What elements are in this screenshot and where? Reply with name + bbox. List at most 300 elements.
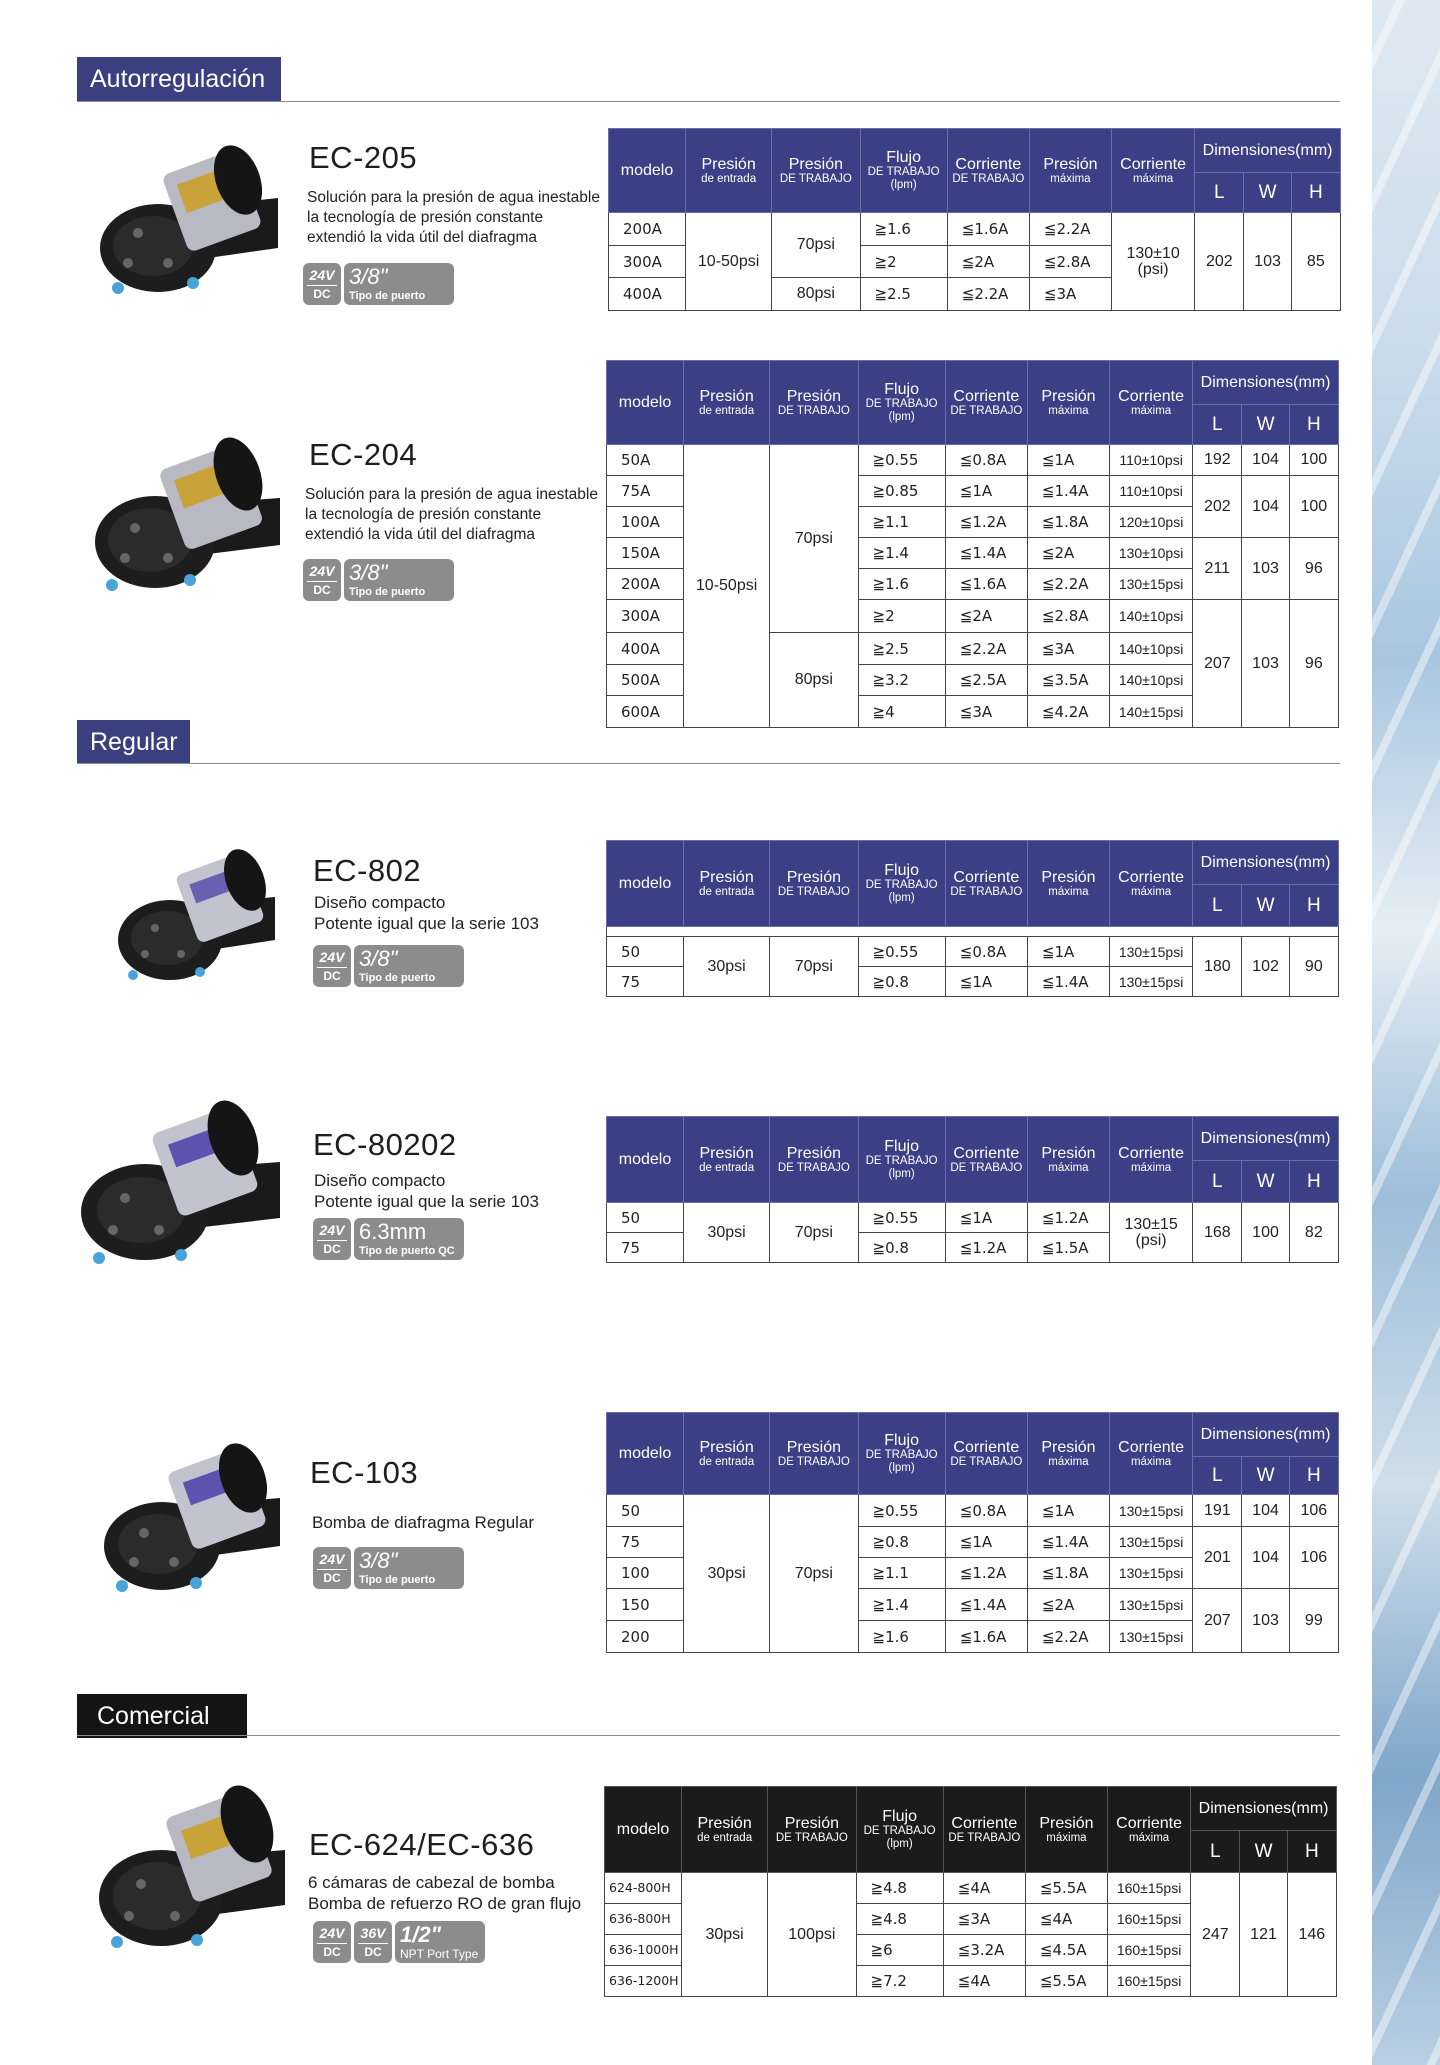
cell-corriente: ≦3A: [943, 1904, 1025, 1935]
col-corriente-maxima: Corriente máxima: [1110, 361, 1193, 445]
cell-model: 500A: [607, 665, 684, 696]
cell-corriente: ≦2A: [945, 600, 1027, 633]
col-modelo: modelo: [607, 1117, 684, 1203]
cell-corriente-max: 140±10psi: [1110, 633, 1193, 665]
cell-H: 106: [1289, 1495, 1338, 1527]
cell-W: 103: [1242, 600, 1289, 728]
cell-W: 121: [1240, 1873, 1287, 1997]
cell-L: 211: [1193, 538, 1242, 600]
cell-presion-max: ≦1A: [1027, 445, 1109, 476]
cmax-line: 130±10: [1126, 244, 1180, 262]
col-corriente-trabajo: Corriente DE TRABAJO: [945, 841, 1027, 927]
cell-model: 400A: [609, 278, 686, 311]
cell-L: 191: [1193, 1495, 1242, 1527]
col-L: L: [1195, 173, 1244, 213]
cell-corriente: ≦1.6A: [945, 1621, 1027, 1653]
product-title-ec204: EC-204: [309, 437, 418, 472]
cell-model: 150: [607, 1589, 684, 1621]
cell-corriente: ≦3A: [945, 696, 1027, 728]
cell-flujo: ≧0.55: [858, 445, 945, 476]
cell-corriente-max: 160±15psi: [1108, 1966, 1191, 1997]
table-row: [607, 445, 1339, 476]
col-dimensiones: Dimensiones(mm): [1195, 129, 1341, 173]
desc-line: la tecnología de presión constante: [307, 209, 544, 226]
cell-model: 200A: [609, 213, 686, 246]
cell-L: 168: [1193, 1203, 1242, 1263]
col-presion-trabajo: Presión DE TRABAJO: [770, 841, 858, 927]
cell-model: 624-800H: [605, 1873, 682, 1904]
section-header-autorregulacion: Autorregulación: [77, 57, 281, 101]
port-badge: 3/8" Tipo de puerto NPT: [344, 559, 454, 601]
col-presion-entrada: Presión de entrada: [683, 361, 769, 445]
cell-H: 100: [1289, 445, 1338, 476]
cell-presion-max: ≦4.5A: [1025, 1935, 1107, 1966]
cell-H: 82: [1289, 1203, 1338, 1263]
voltage-badge: 24V DC: [313, 1547, 351, 1589]
cell-corriente: ≦4A: [943, 1873, 1025, 1904]
cell-corriente-max: 160±15psi: [1108, 1873, 1191, 1904]
cell-model: 50: [607, 937, 684, 967]
col-flujo: Flujo DE TRABAJO (lpm): [860, 129, 947, 213]
cell-model: 400A: [607, 633, 684, 665]
desc-line: Potente igual que la serie 103: [314, 914, 539, 933]
cell-presion-max: ≦2.2A: [1027, 569, 1109, 600]
col-corriente-maxima: Corriente máxima: [1112, 129, 1195, 213]
col-presion-trabajo: Presión DE TRABAJO: [770, 1413, 858, 1495]
cell-corriente-max: 160±15psi: [1108, 1935, 1191, 1966]
cell-corriente: ≦1A: [945, 1527, 1027, 1558]
cell-flujo: ≧0.55: [858, 1495, 945, 1527]
cell-model: 600A: [607, 696, 684, 728]
cell-presion-max: ≦1.4A: [1027, 1527, 1109, 1558]
pump-image-ec624: [95, 1780, 295, 1955]
cell-flujo: ≧1.1: [858, 1558, 945, 1589]
col-presion-entrada: Presión de entrada: [683, 1413, 769, 1495]
col-dimensiones: Dimensiones(mm): [1193, 841, 1339, 885]
cell-model: 50A: [607, 445, 684, 476]
cell-presion-trabajo: 100psi: [768, 1873, 856, 1997]
cell-model: 200: [607, 1621, 684, 1653]
product-title-ec802: EC-802: [313, 853, 422, 888]
cell-model: 75: [607, 967, 684, 997]
cell-corriente: ≦2.5A: [945, 665, 1027, 696]
pump-image-ec802: [115, 842, 285, 987]
cell-presion-max: ≦5.5A: [1025, 1966, 1107, 1997]
cell-W: 100: [1242, 1203, 1289, 1263]
section-header-comercial: Comercial: [77, 1694, 247, 1738]
col-W: W: [1244, 173, 1291, 213]
cell-presion-entrada: 10-50psi: [685, 213, 771, 311]
col-corriente-trabajo: Corriente DE TRABAJO: [943, 1787, 1025, 1873]
col-corriente-maxima: Corriente máxima: [1110, 841, 1193, 927]
cell-corriente-max: [1110, 1203, 1193, 1263]
cell-presion-max: ≦1.8A: [1027, 1558, 1109, 1589]
cell-corriente-max: 130±15psi: [1110, 967, 1193, 997]
cell-flujo: ≧1.6: [858, 569, 945, 600]
col-modelo: modelo: [609, 129, 686, 213]
cell-presion-entrada: 10-50psi: [683, 445, 769, 728]
col-presion-maxima: Presión máxima: [1029, 129, 1111, 213]
cell-model: 636-800H: [605, 1904, 682, 1935]
col-W: W: [1242, 885, 1289, 927]
section-divider: [77, 763, 1340, 764]
cell-L: 202: [1193, 476, 1242, 538]
cell-flujo: ≧2: [858, 600, 945, 633]
col-corriente-maxima: Corriente máxima: [1110, 1413, 1193, 1495]
cell-W: 104: [1242, 476, 1289, 538]
pump-image-ec103: [100, 1438, 290, 1598]
col-H: H: [1289, 1161, 1338, 1203]
product-title-ec103: EC-103: [310, 1455, 419, 1490]
cell-presion-max: ≦3A: [1029, 278, 1111, 311]
cell-flujo: ≧4.8: [856, 1873, 943, 1904]
cell-flujo: ≧7.2: [856, 1966, 943, 1997]
col-W: W: [1242, 1161, 1289, 1203]
col-flujo: Flujo DE TRABAJO (lpm): [858, 1413, 945, 1495]
desc-line: Diseño compacto: [314, 1171, 446, 1190]
cell-corriente-max: 130±15psi: [1110, 1527, 1193, 1558]
col-H: H: [1287, 1831, 1336, 1873]
cell-flujo: ≧1.4: [858, 1589, 945, 1621]
cell-flujo: ≧6: [856, 1935, 943, 1966]
col-dimensiones: Dimensiones(mm): [1193, 1413, 1339, 1457]
cell-flujo: ≧2.5: [860, 278, 947, 311]
cell-corriente-max: 130±10psi: [1110, 538, 1193, 569]
cell-corriente-max: 110±10psi: [1110, 445, 1193, 476]
product-description-ec80202: [314, 1170, 539, 1212]
col-H: H: [1289, 1457, 1338, 1495]
cell-presion-max: ≦2A: [1027, 1589, 1109, 1621]
cell-W: 103: [1242, 1589, 1289, 1653]
col-presion-entrada: Presión de entrada: [681, 1787, 767, 1873]
cell-corriente-max: 110±10psi: [1110, 476, 1193, 507]
cell-H: 96: [1289, 600, 1338, 728]
cell-corriente: ≦0.8A: [945, 937, 1027, 967]
cell-presion-max: ≦2.8A: [1029, 246, 1111, 278]
cell-flujo: ≧0.55: [858, 937, 945, 967]
table-row: [607, 1203, 1339, 1233]
cell-presion-max: ≦1.4A: [1027, 967, 1109, 997]
cell-presion-max: ≦3A: [1027, 633, 1109, 665]
cell-W: 103: [1244, 213, 1291, 311]
col-flujo: Flujo DE TRABAJO (lpm): [858, 841, 945, 927]
spacer-row: [607, 927, 1339, 937]
port-badge: 3/8" Tipo de puerto NPT: [354, 945, 464, 987]
product-title-ec624: EC-624/EC-636: [309, 1827, 535, 1862]
cell-W: 102: [1242, 937, 1289, 997]
table-row: [609, 213, 1341, 246]
cell-H: 96: [1289, 538, 1338, 600]
desc-line: Solución para la presión de agua inestable: [305, 486, 598, 503]
desc-line: Potente igual que la serie 103: [314, 1192, 539, 1211]
cell-corriente: ≦1.2A: [945, 507, 1027, 538]
cell-corriente: ≦1.4A: [945, 538, 1027, 569]
product-description-ec103: [312, 1512, 534, 1533]
cell-presion-max: ≦1.8A: [1027, 507, 1109, 538]
cell-presion-max: ≦1.2A: [1027, 1203, 1109, 1233]
cell-corriente: ≦0.8A: [945, 1495, 1027, 1527]
port-badge: 3/8" Tipo de puerto NPT: [354, 1547, 464, 1589]
col-corriente-maxima: Corriente máxima: [1110, 1117, 1193, 1203]
col-L: L: [1193, 405, 1242, 445]
cell-model: 75: [607, 1527, 684, 1558]
col-presion-maxima: Presión máxima: [1027, 361, 1109, 445]
cell-presion-max: ≦2.8A: [1027, 600, 1109, 633]
cell-presion-entrada: 30psi: [683, 937, 769, 997]
cell-L: 207: [1193, 600, 1242, 728]
col-presion-trabajo: Presión DE TRABAJO: [770, 1117, 858, 1203]
col-presion-maxima: Presión máxima: [1027, 1413, 1109, 1495]
col-presion-trabajo: Presión DE TRABAJO: [772, 129, 860, 213]
cell-flujo: ≧1.6: [858, 1621, 945, 1653]
cell-flujo: ≧1.4: [858, 538, 945, 569]
col-flujo: Flujo DE TRABAJO (lpm): [858, 1117, 945, 1203]
col-presion-entrada: Presión de entrada: [683, 841, 769, 927]
col-presion-trabajo: Presión DE TRABAJO: [770, 361, 858, 445]
water-splash-background: [1372, 0, 1440, 2065]
cell-corriente: ≦2.2A: [945, 633, 1027, 665]
cell-presion-trabajo: 70psi: [770, 1203, 858, 1263]
col-W: W: [1242, 1457, 1289, 1495]
cell-H: 85: [1291, 213, 1340, 311]
cell-L: 192: [1193, 445, 1242, 476]
col-presion-entrada: Presión de entrada: [683, 1117, 769, 1203]
spec-table-ec204: [606, 360, 1339, 728]
col-W: W: [1240, 1831, 1287, 1873]
cell-model: 50: [607, 1203, 684, 1233]
cell-corriente: ≦3.2A: [943, 1935, 1025, 1966]
cell-corriente: ≦1A: [945, 476, 1027, 507]
cell-flujo: ≧0.85: [858, 476, 945, 507]
cell-H: 106: [1289, 1527, 1338, 1589]
cell-presion-max: ≦5.5A: [1025, 1873, 1107, 1904]
cell-presion-max: ≦2A: [1027, 538, 1109, 569]
cell-presion-trabajo: 70psi: [770, 1495, 858, 1653]
spec-table-ec80202: [606, 1116, 1339, 1263]
cell-corriente-max: 130±15psi: [1110, 1589, 1193, 1621]
col-corriente-trabajo: Corriente DE TRABAJO: [945, 361, 1027, 445]
cell-corriente: ≦1.2A: [945, 1558, 1027, 1589]
voltage-badge-36v: 36V DC: [354, 1921, 392, 1963]
col-W: W: [1242, 405, 1289, 445]
desc-line: 6 cámaras de cabezal de bomba: [308, 1873, 555, 1892]
cell-H: 90: [1289, 937, 1338, 997]
cell-presion-max: ≦4.2A: [1027, 696, 1109, 728]
cmax-line: 130±15: [1124, 1215, 1178, 1233]
cell-presion-max: ≦3.5A: [1027, 665, 1109, 696]
pump-image-ec204: [90, 430, 290, 600]
cell-corriente-max: 140±15psi: [1110, 696, 1193, 728]
desc-line: Diseño compacto: [314, 893, 446, 912]
col-dimensiones: Dimensiones(mm): [1191, 1787, 1337, 1831]
col-H: H: [1289, 885, 1338, 927]
spec-table-ec802: [606, 840, 1339, 997]
col-H: H: [1289, 405, 1338, 445]
cell-flujo: ≧1.6: [860, 213, 947, 246]
voltage-badge: 24V DC: [313, 1218, 351, 1260]
col-dimensiones: Dimensiones(mm): [1193, 1117, 1339, 1161]
cell-corriente-max: 130±15psi: [1110, 937, 1193, 967]
col-L: L: [1193, 1457, 1242, 1495]
cell-model: 300A: [607, 600, 684, 633]
cell-flujo: ≧0.8: [858, 1233, 945, 1263]
col-dimensiones: Dimensiones(mm): [1193, 361, 1339, 405]
cell-corriente: ≦1A: [945, 1203, 1027, 1233]
col-corriente-maxima: Corriente máxima: [1108, 1787, 1191, 1873]
cell-presion-max: ≦1A: [1027, 1495, 1109, 1527]
cell-flujo: ≧0.8: [858, 967, 945, 997]
col-flujo: Flujo DE TRABAJO (lpm): [856, 1787, 943, 1873]
cell-presion-trabajo: 70psi: [770, 937, 858, 997]
cell-corriente: ≦0.8A: [945, 445, 1027, 476]
col-corriente-trabajo: Corriente DE TRABAJO: [945, 1413, 1027, 1495]
cell-flujo: ≧0.55: [858, 1203, 945, 1233]
col-L: L: [1193, 1161, 1242, 1203]
cell-presion-trabajo: 80psi: [772, 278, 860, 311]
cell-corriente: ≦2A: [947, 246, 1029, 278]
cell-model: 300A: [609, 246, 686, 278]
table-row: [607, 1495, 1339, 1527]
cmax-line: (psi): [1137, 260, 1169, 278]
cell-corriente-max: [1112, 213, 1195, 311]
col-presion-maxima: Presión máxima: [1025, 1787, 1107, 1873]
cmax-line: (psi): [1135, 1231, 1167, 1249]
cell-H: 146: [1287, 1873, 1336, 1997]
cell-corriente: ≦1.2A: [945, 1233, 1027, 1263]
cell-presion-entrada: 30psi: [683, 1203, 769, 1263]
cell-L: 180: [1193, 937, 1242, 997]
cell-presion-trabajo: 70psi: [770, 445, 858, 633]
col-presion-trabajo: Presión DE TRABAJO: [768, 1787, 856, 1873]
cell-presion-entrada: 30psi: [683, 1495, 769, 1653]
voltage-badge: 24V DC: [303, 559, 341, 601]
section-divider: [77, 1735, 1340, 1736]
col-flujo: Flujo DE TRABAJO (lpm): [858, 361, 945, 445]
cell-corriente: ≦1A: [945, 967, 1027, 997]
cell-corriente: ≦1.4A: [945, 1589, 1027, 1621]
table-row: [607, 937, 1339, 967]
cell-model: 100A: [607, 507, 684, 538]
cell-L: 202: [1195, 213, 1244, 311]
cell-flujo: ≧4.8: [856, 1904, 943, 1935]
cell-presion-entrada: 30psi: [681, 1873, 767, 1997]
desc-line: Bomba de refuerzo RO de gran flujo: [308, 1894, 582, 1913]
cell-presion-trabajo: 70psi: [772, 213, 860, 278]
port-badge: 3/8" Tipo de puerto NPT: [344, 263, 454, 305]
cell-model: 75A: [607, 476, 684, 507]
col-corriente-trabajo: Corriente DE TRABAJO: [947, 129, 1029, 213]
col-L: L: [1191, 1831, 1240, 1873]
cell-model: 75: [607, 1233, 684, 1263]
col-modelo: modelo: [607, 361, 684, 445]
product-description-ec205: [307, 188, 600, 248]
cell-W: 104: [1242, 1495, 1289, 1527]
cell-corriente-max: 130±15psi: [1110, 1621, 1193, 1653]
port-badge: 6.3mm Tipo de puerto QC: [354, 1218, 464, 1260]
spec-table-ec103: [606, 1412, 1339, 1653]
col-modelo: modelo: [607, 1413, 684, 1495]
cell-model: 200A: [607, 569, 684, 600]
cell-flujo: ≧2.5: [858, 633, 945, 665]
table-row: [605, 1873, 1337, 1904]
cell-L: 247: [1191, 1873, 1240, 1997]
cell-flujo: ≧2: [860, 246, 947, 278]
cell-L: 201: [1193, 1527, 1242, 1589]
cell-corriente: ≦4A: [943, 1966, 1025, 1997]
product-title-ec80202: EC-80202: [313, 1127, 457, 1162]
desc-line: Solución para la presión de agua inestable: [307, 189, 600, 206]
cell-corriente: ≦1.6A: [947, 213, 1029, 246]
cell-H: 99: [1289, 1589, 1338, 1653]
col-presion-entrada: Presión de entrada: [685, 129, 771, 213]
spec-table-ec205: [608, 128, 1341, 311]
cell-W: 104: [1242, 445, 1289, 476]
col-presion-maxima: Presión máxima: [1027, 841, 1109, 927]
cell-flujo: ≧1.1: [858, 507, 945, 538]
voltage-badge-24v: 24V DC: [313, 1921, 351, 1963]
port-badge: 1/2" NPT Port Type: [395, 1921, 485, 1963]
cell-corriente-max: 130±15psi: [1110, 1495, 1193, 1527]
cell-corriente-max: 120±10psi: [1110, 507, 1193, 538]
voltage-badge: 24V DC: [313, 945, 351, 987]
cell-corriente: ≦1.6A: [945, 569, 1027, 600]
col-modelo: modelo: [607, 841, 684, 927]
voltage-badge: 24V DC: [303, 263, 341, 305]
cell-W: 103: [1242, 538, 1289, 600]
pump-image-ec80202: [75, 1100, 290, 1270]
col-modelo: modelo: [605, 1787, 682, 1873]
cell-corriente-max: 140±10psi: [1110, 665, 1193, 696]
cell-presion-max: ≦1A: [1027, 937, 1109, 967]
section-divider: [77, 101, 1340, 102]
cell-flujo: ≧3.2: [858, 665, 945, 696]
product-description-ec802: [314, 892, 539, 934]
desc-line: extendió la vida útil del diafragma: [305, 526, 536, 543]
desc-line: Bomba de diafragma Regular: [312, 1513, 535, 1532]
col-presion-maxima: Presión máxima: [1027, 1117, 1109, 1203]
cell-H: 100: [1289, 476, 1338, 538]
cell-corriente-max: 130±15psi: [1110, 569, 1193, 600]
cell-corriente-max: 130±15psi: [1110, 1558, 1193, 1589]
cell-model: 636-1000H: [605, 1935, 682, 1966]
cell-L: 207: [1193, 1589, 1242, 1653]
cell-presion-max: ≦1.5A: [1027, 1233, 1109, 1263]
desc-line: la tecnología de presión constante: [305, 506, 542, 523]
product-description-ec624: [308, 1872, 581, 1914]
col-corriente-trabajo: Corriente DE TRABAJO: [945, 1117, 1027, 1203]
cell-corriente-max: 160±15psi: [1108, 1904, 1191, 1935]
cell-model: 100: [607, 1558, 684, 1589]
cell-model: 50: [607, 1495, 684, 1527]
cell-model: 150A: [607, 538, 684, 569]
cell-presion-trabajo: 80psi: [770, 633, 858, 728]
spec-table-ec624: [604, 1786, 1337, 1997]
product-description-ec204: [305, 485, 598, 545]
cell-flujo: ≧4: [858, 696, 945, 728]
cell-W: 104: [1242, 1527, 1289, 1589]
desc-line: extendió la vida útil del diafragma: [307, 229, 538, 246]
cell-presion-max: ≦4A: [1025, 1904, 1107, 1935]
cell-presion-max: ≦2.2A: [1027, 1621, 1109, 1653]
cell-corriente: ≦2.2A: [947, 278, 1029, 311]
product-title-ec205: EC-205: [309, 140, 418, 175]
pump-image-ec205: [98, 138, 288, 298]
cell-flujo: ≧0.8: [858, 1527, 945, 1558]
cell-corriente-max: 140±10psi: [1110, 600, 1193, 633]
col-H: H: [1291, 173, 1340, 213]
section-header-regular: Regular: [77, 720, 190, 764]
cell-presion-max: ≦2.2A: [1029, 213, 1111, 246]
